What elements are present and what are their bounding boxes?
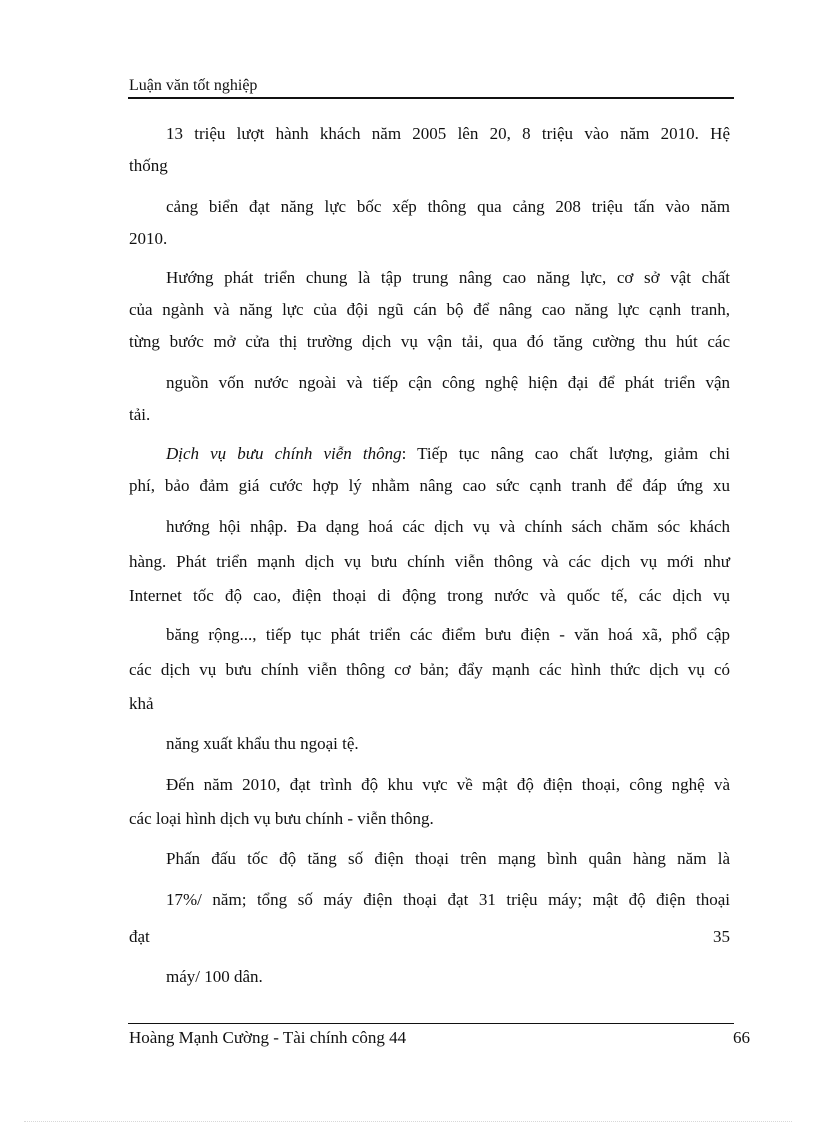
- body-line: phí, bảo đảm giá cước hợp lý nhằm nâng cao sức cạnh tranh để đáp ứng xu: [129, 476, 730, 495]
- header-rule: [128, 97, 734, 99]
- body-line: các loại hình dịch vụ bưu chính - viễn thông.: [129, 809, 434, 828]
- body-line: khả: [129, 694, 154, 713]
- footer-author: Hoàng Mạnh Cường - Tài chính công 44: [129, 1028, 407, 1047]
- trailing-number: 35: [713, 927, 730, 946]
- header-title: Luận văn tốt nghiệp: [129, 77, 258, 94]
- body-line: hàng. Phát triển mạnh dịch vụ bưu chính viễn thông và các dịch vụ mới như: [129, 552, 730, 571]
- body-line: 2010.: [129, 229, 168, 248]
- body-line: Hướng phát triển chung là tập trung nâng cao năng lực, cơ sở vật chất: [166, 268, 730, 287]
- page-number: 66: [733, 1028, 750, 1047]
- body-line: 17%/ năm; tổng số máy điện thoại đạt 31 triệu máy; mật độ điện thoại: [166, 890, 730, 909]
- body-line: từng bước mở cửa thị trường dịch vụ vận tải, qua đó tăng cường thu hút các: [129, 332, 730, 351]
- body-line: hướng hội nhập. Đa dạng hoá các dịch vụ và chính sách chăm sóc khách: [166, 517, 730, 536]
- body-line: 13 triệu lượt hành khách năm 2005 lên 20, 8 triệu vào năm 2010. Hệ: [166, 124, 730, 143]
- body-line: Internet tốc độ cao, điện thoại di động trong nước và quốc tế, các dịch vụ: [129, 586, 730, 605]
- italic-heading: Dịch vụ bưu chính viễn thông: [166, 444, 402, 463]
- body-line: nguồn vốn nước ngoài và tiếp cận công nghệ hiện đại để phát triển vận: [166, 373, 730, 392]
- body-line: năng xuất khẩu thu ngoại tệ.: [166, 734, 359, 753]
- body-line: [166, 443, 730, 465]
- body-line: Đến năm 2010, đạt trình độ khu vực về mật độ điện thoại, công nghệ và: [166, 775, 730, 794]
- page-edge-divider: [24, 1121, 792, 1122]
- body-line: tải.: [129, 405, 151, 424]
- body-line: băng rộng..., tiếp tục phát triển các điểm bưu điện - văn hoá xã, phổ cập: [166, 625, 730, 644]
- body-line: thống: [129, 156, 168, 175]
- body-line: Phấn đấu tốc độ tăng số điện thoại trên mạng bình quân hàng năm là: [166, 849, 730, 868]
- body-line: cảng biển đạt năng lực bốc xếp thông qua cảng 208 triệu tấn vào năm: [166, 197, 730, 216]
- footer-rule: [128, 1023, 734, 1024]
- heading-continuation: : Tiếp tục nâng cao chất lượng, giảm chi: [401, 444, 730, 463]
- body-line: các dịch vụ bưu chính viễn thông cơ bản; đẩy mạnh các hình thức dịch vụ có: [129, 660, 730, 679]
- body-line: của ngành và năng lực của đội ngũ cán bộ để nâng cao năng lực cạnh tranh,: [129, 300, 730, 319]
- body-line: đạt: [129, 927, 150, 946]
- body-line: máy/ 100 dân.: [166, 967, 263, 986]
